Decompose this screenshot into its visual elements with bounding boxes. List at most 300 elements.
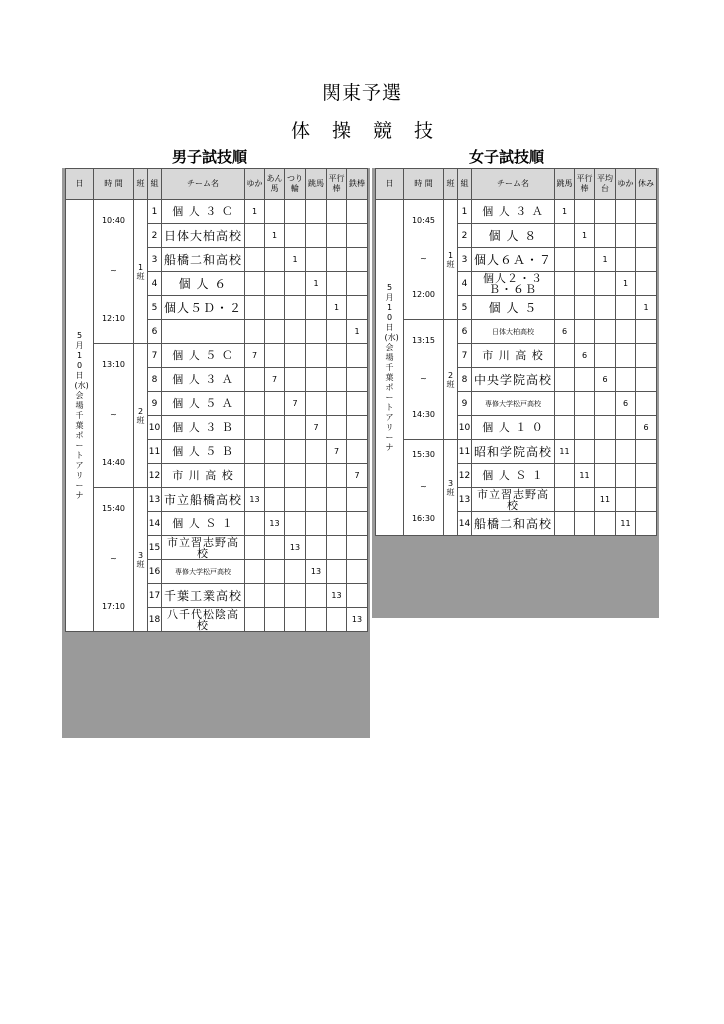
men-apparatus-order <box>265 464 285 488</box>
women-apparatus-order <box>575 368 595 392</box>
men-header-time: 時 間 <box>94 169 134 200</box>
men-table-row <box>66 200 368 224</box>
women-header-kumi: 組 <box>458 169 472 200</box>
women-apparatus-order <box>595 392 616 416</box>
women-apparatus-order: 11 <box>595 488 616 512</box>
men-apparatus-order <box>327 392 347 416</box>
women-apparatus-order <box>636 464 657 488</box>
men-team-name: 個人５Ｄ・２ <box>162 296 245 320</box>
men-apparatus-order <box>265 392 285 416</box>
women-header-row <box>376 169 657 200</box>
men-apparatus-order <box>245 224 265 248</box>
men-kumi-number: 13 <box>148 488 162 512</box>
men-time-label: ~ <box>110 410 117 419</box>
men-team-name: 個 人 ５ Ｃ <box>162 344 245 368</box>
men-kumi-number: 15 <box>148 536 162 560</box>
men-apparatus-order: 13 <box>347 608 368 632</box>
women-team-name: 個 人 ８ <box>472 224 555 248</box>
men-time-range <box>94 488 134 632</box>
men-apparatus-order <box>327 368 347 392</box>
women-apparatus-order <box>575 296 595 320</box>
women-kumi-number: 6 <box>458 320 472 344</box>
women-kumi-number: 7 <box>458 344 472 368</box>
men-apparatus-order <box>306 248 327 272</box>
women-apparatus-order <box>595 464 616 488</box>
men-apparatus-order <box>285 560 306 584</box>
women-apparatus-order <box>636 248 657 272</box>
men-apparatus-order <box>347 224 368 248</box>
men-team-name: 専修大学松戸高校 <box>162 560 245 584</box>
women-apparatus-order <box>575 488 595 512</box>
women-apparatus-order <box>636 200 657 224</box>
women-apparatus-order <box>575 392 595 416</box>
women-apparatus-order <box>555 248 575 272</box>
women-header-date: 日 <box>376 169 404 200</box>
men-team-name: 個 人 ５ Ａ <box>162 392 245 416</box>
women-apparatus-order: 6 <box>555 320 575 344</box>
women-apparatus-order <box>575 272 595 296</box>
men-time-label: 15:40 <box>101 504 126 513</box>
women-apparatus-order <box>616 344 636 368</box>
women-time-label: 13:15 <box>411 336 436 345</box>
men-apparatus-order <box>245 248 265 272</box>
men-apparatus-order <box>265 560 285 584</box>
men-apparatus-order: 13 <box>245 488 265 512</box>
men-apparatus-order: 1 <box>327 296 347 320</box>
men-apparatus-order <box>327 488 347 512</box>
men-kumi-number: 8 <box>148 368 162 392</box>
men-kumi-number: 11 <box>148 440 162 464</box>
women-kumi-number: 4 <box>458 272 472 296</box>
men-apparatus-order <box>327 416 347 440</box>
men-apparatus-order <box>245 584 265 608</box>
men-team-name: 個 人 ３ Ｃ <box>162 200 245 224</box>
men-kumi-number: 9 <box>148 392 162 416</box>
women-time-label: ~ <box>420 254 427 263</box>
men-apparatus-order <box>327 200 347 224</box>
men-apparatus-order <box>347 344 368 368</box>
men-heading: 男子試技順 <box>172 148 248 166</box>
women-apparatus-order <box>636 368 657 392</box>
men-apparatus-order <box>327 224 347 248</box>
men-team-name: 市 川 高 校 <box>162 464 245 488</box>
women-apparatus-order: 6 <box>595 368 616 392</box>
men-apparatus-order <box>285 584 306 608</box>
men-apparatus-order <box>265 296 285 320</box>
women-apparatus-order <box>555 344 575 368</box>
men-han: 3班 <box>134 488 148 632</box>
women-apparatus-order <box>555 464 575 488</box>
men-apparatus-order: 7 <box>327 440 347 464</box>
men-apparatus-order <box>265 320 285 344</box>
men-apparatus-order <box>306 344 327 368</box>
men-time-label: ~ <box>110 554 117 563</box>
men-apparatus-order: 1 <box>245 200 265 224</box>
men-apparatus-order <box>285 368 306 392</box>
women-time-label: 15:30 <box>411 450 436 459</box>
men-apparatus-order <box>285 272 306 296</box>
men-apparatus-order <box>306 368 327 392</box>
men-apparatus-order <box>265 248 285 272</box>
women-apparatus-order: 11 <box>616 512 636 536</box>
men-table-row <box>66 488 368 512</box>
men-apparatus-order <box>327 464 347 488</box>
women-kumi-number: 13 <box>458 488 472 512</box>
women-header-vault: 跳馬 <box>555 169 575 200</box>
men-apparatus-order <box>285 416 306 440</box>
men-schedule-table <box>65 168 368 632</box>
men-team-name: 個 人 Ｓ １ <box>162 512 245 536</box>
document-title: 関東予選 <box>321 82 402 104</box>
men-time-label: 14:40 <box>101 458 126 467</box>
men-apparatus-order <box>327 560 347 584</box>
women-apparatus-order <box>595 272 616 296</box>
women-apparatus-order: 6 <box>575 344 595 368</box>
women-time-range <box>404 440 444 536</box>
men-kumi-number: 7 <box>148 344 162 368</box>
men-apparatus-order <box>347 272 368 296</box>
men-apparatus-order <box>306 200 327 224</box>
men-time-label: 10:40 <box>101 216 126 225</box>
men-apparatus-order <box>306 440 327 464</box>
men-apparatus-order <box>285 344 306 368</box>
women-apparatus-order <box>616 224 636 248</box>
women-team-name: 個 人 Ｓ １ <box>472 464 555 488</box>
women-apparatus-order <box>575 440 595 464</box>
men-header-team: チーム名 <box>162 169 245 200</box>
men-time-label: 12:10 <box>101 314 126 323</box>
men-apparatus-order: 13 <box>285 536 306 560</box>
women-team-name: 個 人 １ ０ <box>472 416 555 440</box>
men-apparatus-order <box>306 464 327 488</box>
men-apparatus-order <box>347 296 368 320</box>
women-apparatus-order: 1 <box>636 296 657 320</box>
women-apparatus-order <box>575 248 595 272</box>
men-team-name: 八千代松陰高校 <box>162 608 245 632</box>
women-apparatus-order <box>616 368 636 392</box>
men-apparatus-order <box>285 200 306 224</box>
women-apparatus-order <box>636 320 657 344</box>
men-apparatus-order <box>347 200 368 224</box>
women-team-name: 個 人 ３ Ａ <box>472 200 555 224</box>
men-team-name: 個 人 ６ <box>162 272 245 296</box>
women-kumi-number: 8 <box>458 368 472 392</box>
women-team-name: 市 川 高 校 <box>472 344 555 368</box>
men-kumi-number: 6 <box>148 320 162 344</box>
men-date-venue: 5月10日(水)会場 千葉ポートアリーナ <box>66 200 94 632</box>
men-apparatus-order <box>306 320 327 344</box>
men-header-han: 班 <box>134 169 148 200</box>
women-apparatus-order <box>636 344 657 368</box>
men-header-row <box>66 169 368 200</box>
women-apparatus-order <box>595 320 616 344</box>
men-header-date: 日 <box>66 169 94 200</box>
men-apparatus-order: 13 <box>327 584 347 608</box>
men-apparatus-order: 13 <box>265 512 285 536</box>
men-time-range <box>94 344 134 488</box>
men-apparatus-order <box>245 536 265 560</box>
women-apparatus-order <box>616 488 636 512</box>
men-apparatus-order <box>245 416 265 440</box>
women-apparatus-order <box>595 512 616 536</box>
men-kumi-number: 16 <box>148 560 162 584</box>
men-apparatus-order <box>265 200 285 224</box>
men-apparatus-order <box>347 584 368 608</box>
women-apparatus-order: 1 <box>616 272 636 296</box>
men-team-name: 個 人 ５ Ｂ <box>162 440 245 464</box>
men-kumi-number: 12 <box>148 464 162 488</box>
men-header-floor: ゆか <box>245 169 265 200</box>
men-time-label: ~ <box>110 266 117 275</box>
men-apparatus-order <box>347 560 368 584</box>
women-apparatus-order <box>595 296 616 320</box>
men-header-vault: 跳馬 <box>306 169 327 200</box>
women-kumi-number: 2 <box>458 224 472 248</box>
women-apparatus-order <box>616 296 636 320</box>
men-team-name: 市立習志野高校 <box>162 536 245 560</box>
document-subtitle: 体操競技 <box>290 120 455 142</box>
women-apparatus-order <box>636 224 657 248</box>
men-team-name: 船橋二和高校 <box>162 248 245 272</box>
women-team-name: 市立習志野高校 <box>472 488 555 512</box>
men-apparatus-order <box>265 416 285 440</box>
men-apparatus-order <box>306 296 327 320</box>
men-header-rings: つり輪 <box>285 169 306 200</box>
men-apparatus-order <box>285 488 306 512</box>
women-apparatus-order <box>636 392 657 416</box>
women-apparatus-order <box>595 200 616 224</box>
men-apparatus-order <box>285 320 306 344</box>
men-apparatus-order <box>327 320 347 344</box>
women-apparatus-order <box>575 512 595 536</box>
men-apparatus-order <box>285 512 306 536</box>
women-han: 1班 <box>444 200 458 320</box>
women-apparatus-order <box>595 440 616 464</box>
men-apparatus-order <box>306 392 327 416</box>
women-apparatus-order <box>616 200 636 224</box>
men-time-range <box>94 200 134 344</box>
women-team-name: 船橋二和高校 <box>472 512 555 536</box>
women-kumi-number: 12 <box>458 464 472 488</box>
women-table-row <box>376 200 657 224</box>
women-apparatus-order <box>616 416 636 440</box>
women-header-rest: 休み <box>636 169 657 200</box>
men-apparatus-order <box>245 296 265 320</box>
women-apparatus-order <box>595 344 616 368</box>
women-team-name: 日体大柏高校 <box>472 320 555 344</box>
women-kumi-number: 3 <box>458 248 472 272</box>
women-time-range <box>404 320 444 440</box>
men-apparatus-order <box>347 368 368 392</box>
women-header-time: 時 間 <box>404 169 444 200</box>
women-apparatus-order <box>616 320 636 344</box>
men-apparatus-order: 13 <box>306 560 327 584</box>
men-apparatus-order <box>327 608 347 632</box>
men-apparatus-order <box>327 536 347 560</box>
women-schedule-table <box>375 168 657 536</box>
men-kumi-number: 1 <box>148 200 162 224</box>
women-time-label: ~ <box>420 374 427 383</box>
men-apparatus-order <box>285 464 306 488</box>
men-apparatus-order <box>306 536 327 560</box>
women-team-name: 昭和学院高校 <box>472 440 555 464</box>
men-apparatus-order <box>245 560 265 584</box>
women-time-label: 10:45 <box>411 216 436 225</box>
women-apparatus-order <box>616 440 636 464</box>
men-team-name: 日体大柏高校 <box>162 224 245 248</box>
men-apparatus-order <box>285 296 306 320</box>
men-apparatus-order <box>306 224 327 248</box>
women-time-label: ~ <box>420 482 427 491</box>
women-apparatus-order: 11 <box>555 440 575 464</box>
men-apparatus-order <box>327 248 347 272</box>
men-apparatus-order <box>245 608 265 632</box>
men-apparatus-order <box>265 608 285 632</box>
men-apparatus-order <box>245 464 265 488</box>
men-header-pbars: 平行棒 <box>327 169 347 200</box>
men-apparatus-order <box>245 368 265 392</box>
women-kumi-number: 14 <box>458 512 472 536</box>
men-apparatus-order <box>347 392 368 416</box>
women-kumi-number: 9 <box>458 392 472 416</box>
women-header-han: 班 <box>444 169 458 200</box>
women-apparatus-order <box>595 416 616 440</box>
women-apparatus-order: 1 <box>575 224 595 248</box>
women-table-row <box>376 440 657 464</box>
men-apparatus-order <box>327 344 347 368</box>
women-time-label: 12:00 <box>411 290 436 299</box>
men-apparatus-order <box>347 488 368 512</box>
men-kumi-number: 2 <box>148 224 162 248</box>
women-apparatus-order <box>575 320 595 344</box>
men-apparatus-order <box>265 584 285 608</box>
women-apparatus-order <box>636 272 657 296</box>
men-apparatus-order <box>245 320 265 344</box>
women-apparatus-order <box>595 224 616 248</box>
men-apparatus-order: 7 <box>306 416 327 440</box>
women-apparatus-order <box>575 416 595 440</box>
men-apparatus-order: 7 <box>265 368 285 392</box>
women-team-name: 個 人 ５ <box>472 296 555 320</box>
women-apparatus-order <box>555 512 575 536</box>
women-apparatus-order <box>555 272 575 296</box>
men-team-name: 市立船橋高校 <box>162 488 245 512</box>
men-apparatus-order: 1 <box>265 224 285 248</box>
men-kumi-number: 18 <box>148 608 162 632</box>
men-apparatus-order <box>285 440 306 464</box>
women-date-venue: 5月10日(水)会場 千葉ポートアリーナ <box>376 200 404 536</box>
women-header-ubars: 平行棒 <box>575 169 595 200</box>
women-apparatus-order <box>616 248 636 272</box>
men-apparatus-order <box>245 512 265 536</box>
men-header-hbar: 鉄棒 <box>347 169 368 200</box>
men-apparatus-order <box>306 608 327 632</box>
men-apparatus-order <box>347 248 368 272</box>
men-apparatus-order: 7 <box>347 464 368 488</box>
women-apparatus-order <box>555 368 575 392</box>
men-apparatus-order <box>327 272 347 296</box>
men-apparatus-order <box>306 488 327 512</box>
men-team-name: 個 人 ３ Ｂ <box>162 416 245 440</box>
men-apparatus-order: 1 <box>347 320 368 344</box>
men-kumi-number: 14 <box>148 512 162 536</box>
men-apparatus-order: 1 <box>285 248 306 272</box>
men-apparatus-order <box>347 440 368 464</box>
women-time-label: 16:30 <box>411 514 436 523</box>
men-apparatus-order <box>245 392 265 416</box>
men-header-kumi: 組 <box>148 169 162 200</box>
women-apparatus-order <box>555 296 575 320</box>
men-kumi-number: 3 <box>148 248 162 272</box>
men-kumi-number: 4 <box>148 272 162 296</box>
women-kumi-number: 5 <box>458 296 472 320</box>
women-time-range <box>404 200 444 320</box>
men-apparatus-order <box>285 224 306 248</box>
men-header-pommel: あん馬 <box>265 169 285 200</box>
women-team-name: 個人２・３Ｂ・６Ｂ <box>472 272 555 296</box>
women-apparatus-order <box>555 488 575 512</box>
men-apparatus-order <box>347 512 368 536</box>
women-apparatus-order <box>555 392 575 416</box>
women-kumi-number: 1 <box>458 200 472 224</box>
men-apparatus-order <box>306 512 327 536</box>
women-apparatus-order <box>636 440 657 464</box>
women-apparatus-order: 1 <box>595 248 616 272</box>
men-kumi-number: 10 <box>148 416 162 440</box>
men-apparatus-order <box>347 416 368 440</box>
women-table-row <box>376 320 657 344</box>
men-apparatus-order <box>265 440 285 464</box>
women-apparatus-order <box>616 464 636 488</box>
women-header-beam: 平均台 <box>595 169 616 200</box>
women-apparatus-order <box>575 200 595 224</box>
men-apparatus-order <box>245 440 265 464</box>
women-apparatus-order: 6 <box>636 416 657 440</box>
men-table-row <box>66 344 368 368</box>
women-apparatus-order <box>636 512 657 536</box>
men-apparatus-order <box>285 608 306 632</box>
men-apparatus-order: 7 <box>285 392 306 416</box>
men-apparatus-order <box>265 272 285 296</box>
women-heading: 女子試技順 <box>469 148 545 166</box>
men-time-label: 13:10 <box>101 360 126 369</box>
men-team-name: 個 人 ３ Ａ <box>162 368 245 392</box>
women-kumi-number: 10 <box>458 416 472 440</box>
women-apparatus-order: 1 <box>555 200 575 224</box>
women-team-name: 個人６Ａ・７ <box>472 248 555 272</box>
men-apparatus-order: 1 <box>306 272 327 296</box>
men-han: 1班 <box>134 200 148 344</box>
women-header-team: チーム名 <box>472 169 555 200</box>
men-apparatus-order <box>306 584 327 608</box>
men-kumi-number: 5 <box>148 296 162 320</box>
men-team-name <box>162 320 245 344</box>
men-apparatus-order <box>265 488 285 512</box>
men-apparatus-order <box>265 344 285 368</box>
women-apparatus-order <box>555 416 575 440</box>
men-han: 2班 <box>134 344 148 488</box>
men-time-label: 17:10 <box>101 602 126 611</box>
men-apparatus-order <box>265 536 285 560</box>
women-kumi-number: 11 <box>458 440 472 464</box>
women-han: 3班 <box>444 440 458 536</box>
men-team-name: 千葉工業高校 <box>162 584 245 608</box>
men-apparatus-order <box>327 512 347 536</box>
men-apparatus-order <box>347 536 368 560</box>
women-team-name: 専修大学松戸高校 <box>472 392 555 416</box>
women-apparatus-order <box>636 488 657 512</box>
women-team-name: 中央学院高校 <box>472 368 555 392</box>
